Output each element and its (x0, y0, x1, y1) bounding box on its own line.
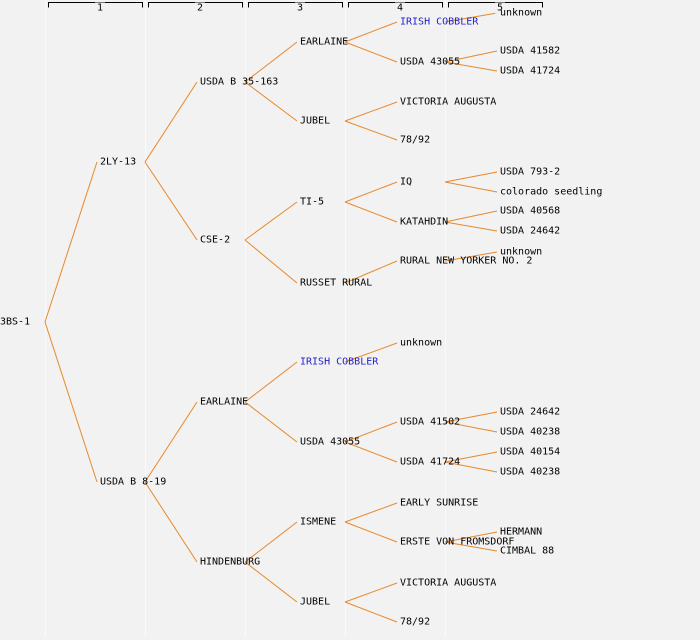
pedigree-edge (345, 42, 397, 62)
pedigree-edge (345, 522, 397, 542)
tree-node-label[interactable]: RUSSET RURAL (300, 277, 373, 289)
tree-node-label[interactable]: USDA 40154 (500, 446, 561, 458)
pedigree-edge (345, 121, 397, 140)
tree-node-label[interactable]: 3BS-1 (0, 316, 31, 328)
tree-node-label[interactable]: USDA 40568 (500, 205, 561, 217)
tree-node-label[interactable]: unknown (500, 7, 543, 19)
pedigree-edge (245, 240, 297, 283)
tree-node-label[interactable]: 78/92 (400, 134, 431, 146)
tree-node-label[interactable]: 78/92 (400, 616, 431, 628)
tree-node-label[interactable]: CIMBAL 88 (500, 545, 555, 557)
generation-number: 1 (96, 2, 104, 14)
tree-node-label[interactable]: USDA 43055 (300, 436, 361, 448)
pedigree-edge (245, 362, 297, 402)
generation-number: 5 (496, 2, 504, 14)
pedigree-edge (145, 82, 197, 162)
pedigree-edge (145, 482, 197, 562)
tree-node-label[interactable]: USDA 41502 (400, 416, 461, 428)
generation-number: 2 (196, 2, 204, 14)
tree-node-label[interactable]: TI-5 (300, 196, 325, 208)
tree-node-label[interactable]: USDA B 8-19 (100, 476, 167, 488)
generation-number: 4 (396, 2, 404, 14)
pedigree-edge (345, 583, 397, 602)
pedigree-edge (145, 162, 197, 240)
pedigree-edge (245, 402, 297, 442)
tree-node-label[interactable]: USDA 40238 (500, 466, 561, 478)
pedigree-edge (345, 602, 397, 622)
tree-node-label[interactable]: colorado seedling (500, 186, 603, 198)
tree-node-label[interactable]: EARLAINE (200, 396, 249, 408)
pedigree-edge (345, 22, 397, 42)
tree-node-label[interactable]: VICTORIA AUGUSTA (400, 577, 497, 589)
tree-node-label[interactable]: USDA 40238 (500, 426, 561, 438)
tree-node-label[interactable]: ERSTE VON FROMSDORF (400, 536, 515, 548)
tree-node-label[interactable]: USDA 41724 (500, 65, 561, 77)
tree-node-label[interactable]: USDA 43055 (400, 56, 461, 68)
tree-node-label[interactable]: IQ (400, 176, 413, 188)
tree-node-label[interactable]: unknown (500, 246, 543, 258)
tree-node-label[interactable]: USDA B 35-163 (200, 76, 279, 88)
tree-node-label[interactable]: JUBEL (300, 596, 331, 608)
tree-node-label[interactable]: VICTORIA AUGUSTA (400, 96, 497, 108)
tree-node-label[interactable]: USDA 41582 (500, 45, 561, 57)
tree-node-label[interactable]: IRISH COBBLER (300, 356, 379, 368)
pedigree-edge (245, 202, 297, 240)
tree-node-label[interactable]: HERMANN (500, 526, 543, 538)
pedigree-edge (45, 162, 97, 322)
pedigree-edge (345, 102, 397, 121)
pedigree-edge (445, 182, 497, 192)
pedigree-edge (345, 202, 397, 222)
pedigree-edge (445, 172, 497, 182)
generation-number: 3 (296, 2, 304, 14)
pedigree-edge (445, 222, 497, 231)
pedigree-edge (445, 211, 497, 222)
tree-node-label[interactable]: KATAHDIN (400, 216, 449, 228)
tree-node-label[interactable]: unknown (400, 337, 443, 349)
tree-node-label[interactable]: USDA 24642 (500, 225, 561, 237)
tree-node-label[interactable]: USDA 24642 (500, 406, 561, 418)
pedigree-edge (345, 182, 397, 202)
pedigree-edge (345, 503, 397, 522)
tree-node-label[interactable]: IRISH COBBLER (400, 16, 479, 28)
tree-node-label[interactable]: USDA 793-2 (500, 166, 561, 178)
pedigree-edge (145, 402, 197, 482)
tree-node-label[interactable]: HINDENBURG (200, 556, 261, 568)
pedigree-edge (45, 322, 97, 482)
tree-node-label[interactable]: EARLAINE (300, 36, 349, 48)
tree-node-label[interactable]: RURAL NEW YORKER NO. 2 (400, 255, 533, 267)
tree-node-label[interactable]: USDA 41724 (400, 456, 461, 468)
tree-node-label[interactable]: 2LY-13 (100, 156, 137, 168)
tree-node-label[interactable]: JUBEL (300, 115, 331, 127)
tree-node-label[interactable]: EARLY SUNRISE (400, 497, 479, 509)
tree-node-label[interactable]: ISMENE (300, 516, 337, 528)
tree-node-label[interactable]: CSE-2 (200, 234, 231, 246)
